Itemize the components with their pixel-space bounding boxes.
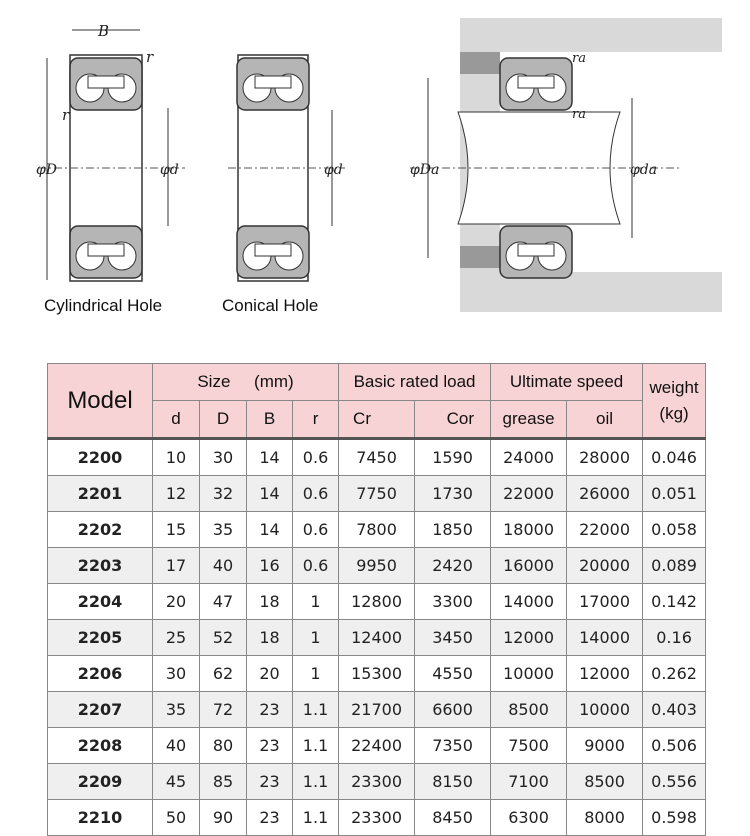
header-B: B (247, 401, 293, 439)
cell-r: 0.6 (293, 476, 339, 512)
bearing-diagrams (0, 0, 750, 340)
table-row (48, 584, 706, 620)
label-phi-d: φd (160, 162, 179, 178)
cell-cor: 8150 (415, 764, 491, 800)
header-oil: oil (567, 401, 643, 439)
cell-oil: 22000 (567, 512, 643, 548)
cell-oil: 8500 (567, 764, 643, 800)
table-row (48, 439, 706, 476)
cell-cor: 1730 (415, 476, 491, 512)
cell-weight: 0.262 (643, 656, 706, 692)
cell-cor: 3450 (415, 620, 491, 656)
label-phi-d-conical: φd (324, 162, 343, 178)
cell-r: 0.6 (293, 439, 339, 476)
cell-oil: 14000 (567, 620, 643, 656)
cell-oil: 20000 (567, 548, 643, 584)
cell-D: 32 (200, 476, 247, 512)
cell-cor: 4550 (415, 656, 491, 692)
header-load: Basic rated load (339, 364, 491, 401)
header-grease: grease (491, 401, 567, 439)
cell-oil: 28000 (567, 439, 643, 476)
header-r: r (293, 401, 339, 439)
cell-D: 30 (200, 439, 247, 476)
header-model: Model (48, 364, 153, 439)
cell-cor: 2420 (415, 548, 491, 584)
cell-D: 35 (200, 512, 247, 548)
cell-oil: 12000 (567, 656, 643, 692)
header-weight (643, 364, 706, 439)
cell-d: 30 (153, 656, 200, 692)
cell-model: 2202 (48, 512, 153, 548)
conical-hole-diagram (228, 55, 345, 281)
cell-model: 2207 (48, 692, 153, 728)
cell-weight: 0.598 (643, 800, 706, 836)
cell-r: 1.1 (293, 764, 339, 800)
cell-cor: 6600 (415, 692, 491, 728)
cell-D: 72 (200, 692, 247, 728)
cell-grease: 14000 (491, 584, 567, 620)
header-weight-unit: (kg) (659, 403, 689, 423)
cell-weight: 0.089 (643, 548, 706, 584)
header-weight-label: weight (649, 377, 699, 397)
table-row (48, 512, 706, 548)
cell-grease: 22000 (491, 476, 567, 512)
cell-cr: 7750 (339, 476, 415, 512)
cell-D: 85 (200, 764, 247, 800)
mounting-diagram (410, 18, 722, 312)
cell-grease: 10000 (491, 656, 567, 692)
cell-d: 12 (153, 476, 200, 512)
cell-B: 16 (247, 548, 293, 584)
label-r-top: r (146, 48, 154, 66)
label-ra-outer: ra (572, 51, 586, 66)
caption-cylindrical-hole: Cylindrical Hole (44, 296, 163, 315)
cell-weight: 0.058 (643, 512, 706, 548)
cell-weight: 0.142 (643, 584, 706, 620)
cell-model: 2203 (48, 548, 153, 584)
cell-r: 1 (293, 620, 339, 656)
cell-d: 10 (153, 439, 200, 476)
header-speed: Ultimate speed (491, 364, 643, 401)
cell-d: 40 (153, 728, 200, 764)
cell-cr: 23300 (339, 764, 415, 800)
cell-weight: 0.16 (643, 620, 706, 656)
cell-cr: 22400 (339, 728, 415, 764)
cell-oil: 10000 (567, 692, 643, 728)
cell-d: 15 (153, 512, 200, 548)
header-size-label: Size (197, 372, 231, 391)
cell-oil: 26000 (567, 476, 643, 512)
cylindrical-hole-diagram (36, 22, 185, 281)
cell-r: 1 (293, 656, 339, 692)
cell-D: 80 (200, 728, 247, 764)
table-body (48, 439, 706, 836)
cell-oil: 17000 (567, 584, 643, 620)
label-B: B (98, 22, 110, 40)
table-row (48, 620, 706, 656)
label-phi-D: φD (36, 162, 58, 178)
cell-cr: 7800 (339, 512, 415, 548)
cell-weight: 0.556 (643, 764, 706, 800)
cell-weight: 0.506 (643, 728, 706, 764)
table-row (48, 800, 706, 836)
cell-grease: 8500 (491, 692, 567, 728)
cell-d: 20 (153, 584, 200, 620)
header-d: d (153, 401, 200, 439)
label-phi-Da: φDa (410, 162, 440, 178)
cell-weight: 0.403 (643, 692, 706, 728)
cell-B: 18 (247, 584, 293, 620)
header-cor: Cor (415, 401, 491, 439)
cell-d: 25 (153, 620, 200, 656)
cell-B: 23 (247, 728, 293, 764)
cell-cr: 12800 (339, 584, 415, 620)
table-row (48, 476, 706, 512)
label-ra-inner: ra (572, 107, 586, 122)
cell-cor: 7350 (415, 728, 491, 764)
cell-grease: 7500 (491, 728, 567, 764)
cell-cor: 3300 (415, 584, 491, 620)
header-D: D (200, 401, 247, 439)
cell-B: 18 (247, 620, 293, 656)
cell-model: 2210 (48, 800, 153, 836)
cell-D: 90 (200, 800, 247, 836)
table-row (48, 548, 706, 584)
table-row (48, 764, 706, 800)
cell-r: 1.1 (293, 800, 339, 836)
cell-D: 47 (200, 584, 247, 620)
table-row (48, 728, 706, 764)
cell-cr: 12400 (339, 620, 415, 656)
cell-B: 14 (247, 439, 293, 476)
cell-r: 0.6 (293, 548, 339, 584)
cell-model: 2205 (48, 620, 153, 656)
cell-B: 14 (247, 476, 293, 512)
cell-oil: 8000 (567, 800, 643, 836)
cell-model: 2200 (48, 439, 153, 476)
cell-B: 23 (247, 692, 293, 728)
cell-oil: 9000 (567, 728, 643, 764)
cell-B: 20 (247, 656, 293, 692)
cell-r: 0.6 (293, 512, 339, 548)
cell-D: 62 (200, 656, 247, 692)
header-size-unit: (mm) (254, 372, 294, 391)
header-cr: Cr (339, 401, 415, 439)
cell-cor: 1850 (415, 512, 491, 548)
bearing-spec-table (47, 363, 706, 836)
cell-B: 14 (247, 512, 293, 548)
cell-grease: 18000 (491, 512, 567, 548)
cell-r: 1 (293, 584, 339, 620)
table-row (48, 656, 706, 692)
table-row (48, 692, 706, 728)
cell-d: 50 (153, 800, 200, 836)
caption-conical-hole: Conical Hole (222, 296, 319, 315)
cell-r: 1.1 (293, 692, 339, 728)
cell-cor: 1590 (415, 439, 491, 476)
cell-B: 23 (247, 764, 293, 800)
cell-B: 23 (247, 800, 293, 836)
cell-cor: 8450 (415, 800, 491, 836)
cell-grease: 6300 (491, 800, 567, 836)
cell-cr: 15300 (339, 656, 415, 692)
cell-cr: 23300 (339, 800, 415, 836)
cell-cr: 21700 (339, 692, 415, 728)
cell-cr: 7450 (339, 439, 415, 476)
cell-D: 40 (200, 548, 247, 584)
cell-d: 45 (153, 764, 200, 800)
cell-grease: 7100 (491, 764, 567, 800)
cell-D: 52 (200, 620, 247, 656)
cell-d: 17 (153, 548, 200, 584)
cell-grease: 16000 (491, 548, 567, 584)
cell-r: 1.1 (293, 728, 339, 764)
cell-model: 2201 (48, 476, 153, 512)
cell-grease: 12000 (491, 620, 567, 656)
cell-cr: 9950 (339, 548, 415, 584)
cell-model: 2204 (48, 584, 153, 620)
cell-model: 2209 (48, 764, 153, 800)
cell-grease: 24000 (491, 439, 567, 476)
label-phi-da: φda (630, 162, 658, 178)
cell-weight: 0.046 (643, 439, 706, 476)
cell-model: 2208 (48, 728, 153, 764)
header-size (153, 364, 339, 401)
label-r-side: r (62, 106, 70, 124)
cell-model: 2206 (48, 656, 153, 692)
cell-weight: 0.051 (643, 476, 706, 512)
cell-d: 35 (153, 692, 200, 728)
